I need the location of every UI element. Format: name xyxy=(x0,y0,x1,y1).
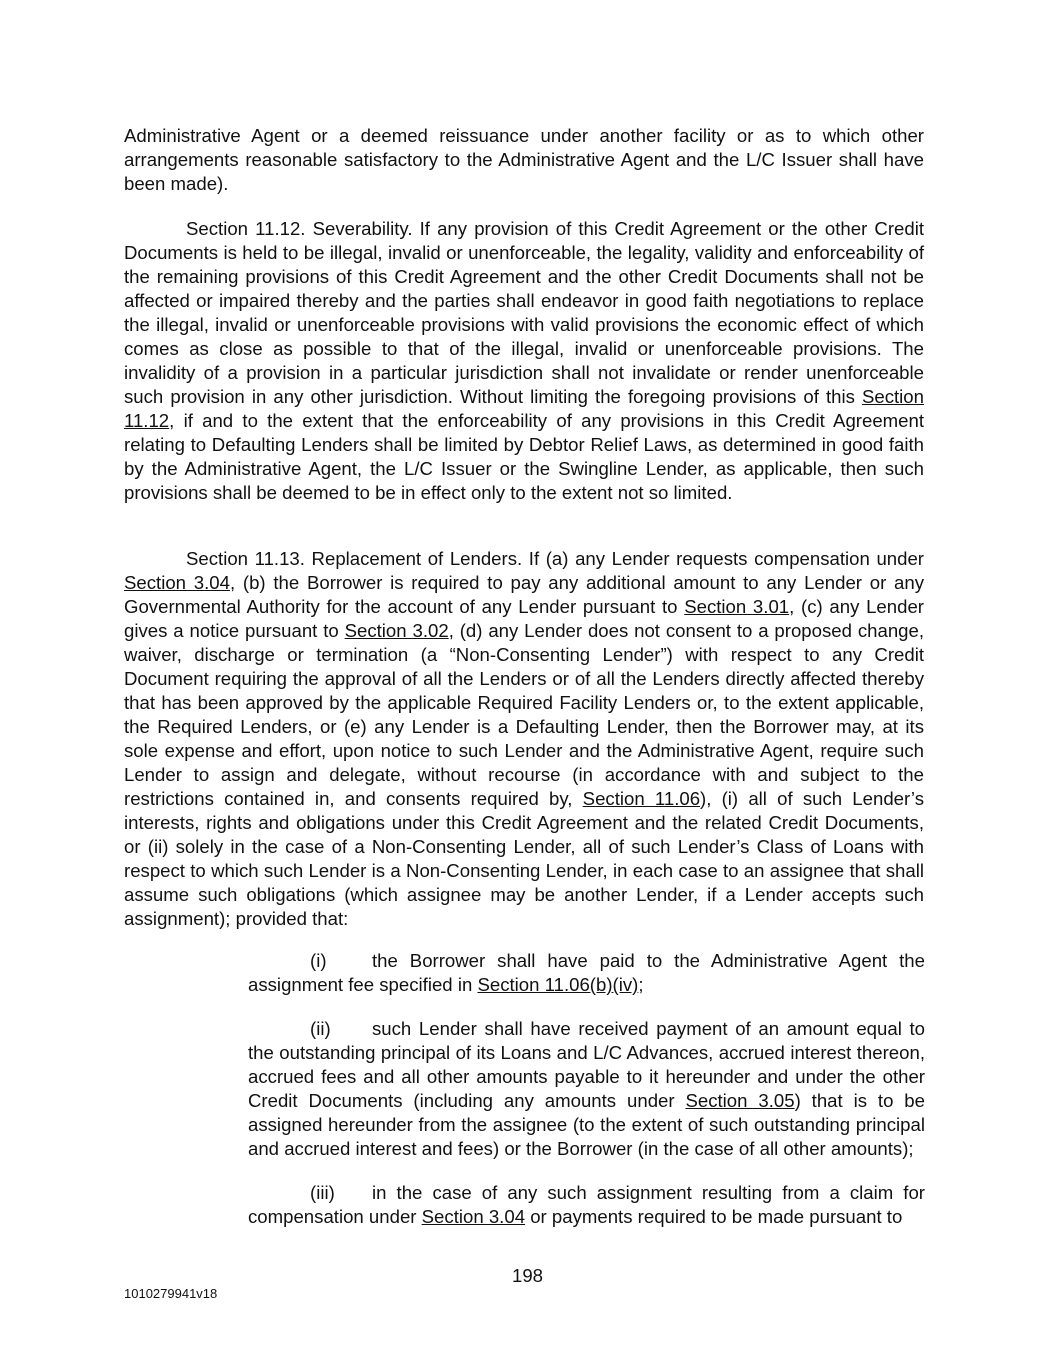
section-11-13-text: If (a) any Lender requests compensation under xyxy=(522,548,925,569)
continuation-paragraph xyxy=(124,124,924,196)
section-3-01-reference: Section 3.01 xyxy=(684,596,790,617)
clause-iii-text-end: or payments required to be made pursuant to xyxy=(525,1206,903,1227)
section-11-13-text: ), (i) all of such Lender’s interests, rights and obligations under this Credit Agreement and the related Credit Documents, or (ii) solely in the case of a Non-Consenting Lender, all of such Lender’s Class of Loans with respect to which such Lender is a Non-Consenting Lender, in each case to an assignee that shall assume such obligations (which assignee may be another Lender, if a Lender accepts such assignment); provided that: xyxy=(124,788,924,929)
clause-i-text-end: ; xyxy=(638,974,644,995)
section-11-12-text-cont: , if and to the extent that the enforceability of any provisions in this Credit Agreement relating to Defaulting Lenders shall be limited by Debtor Relief Laws, as determined in good faith by the Administrative Agent, the L/C Issuer or the Swingline Lender, as applicable, then such provisions shall be deemed to be in effect only to the extent not so limited. xyxy=(124,410,924,503)
clause-ii-reference: Section 3.05 xyxy=(685,1090,795,1111)
page-number: 198 xyxy=(511,1265,544,1286)
clause-iii xyxy=(248,1181,925,1229)
section-11-12-reference: Section 11.12 xyxy=(124,386,924,431)
continuation-text: Administrative Agent or a deemed reissuance under another facility or as to which other arrangements reasonable satisfactory to the Administrative Agent and the L/C Issuer shall have been made). xyxy=(124,125,924,194)
clause-i-reference: Section 11.06(b)(iv) xyxy=(477,974,639,995)
section-11-12-heading: Section 11.12. Severability. xyxy=(186,218,413,239)
section-11-13-text: , (d) any Lender does not consent to a proposed change, waiver, discharge or termination (a “Non-Consenting Lender”) with respect to any Credit Document requiring the approval of all the Lenders or of all the Lenders directly affected thereby that has been approved by the applicable Required Facility Lenders or, to the extent applicable, the Required Lenders, or (e) any Lender is a Defaulting Lender, then the Borrower may, at its sole expense and effort, upon notice to such Lender and the Administrative Agent, require such Lender to assign and delegate, without recourse (in accordance with and subject to the restrictions contained in, and consents required by, xyxy=(124,620,925,809)
section-3-04-reference: Section 3.04 xyxy=(124,572,230,593)
section-11-13-paragraph xyxy=(124,547,924,931)
clause-ii-text-end: ) that is to be assigned hereunder from the assignee (to the extent of such outstanding principal and accrued interest and fees) or the Borrower (in the case of all other amounts); xyxy=(248,1090,925,1159)
clause-ii xyxy=(248,1017,925,1161)
clause-iii-reference: Section 3.04 xyxy=(421,1206,526,1227)
section-3-02-reference: Section 3.02 xyxy=(344,620,449,641)
section-11-12-paragraph xyxy=(124,217,924,505)
clause-ii-number: (ii) xyxy=(310,1018,331,1039)
section-11-06-reference: Section 11.06 xyxy=(582,788,701,809)
section-11-13-text: , (c) any Lender gives a notice pursuant to xyxy=(124,596,924,641)
clause-iii-number: (iii) xyxy=(310,1182,335,1203)
clause-i-number: (i) xyxy=(310,950,327,971)
clause-i-text: the Borrower shall have paid to the Administrative Agent the assignment fee specified in xyxy=(248,950,925,995)
section-11-13-text: , (b) the Borrower is required to pay any additional amount to any Lender or any Governmental Authority for the account of any Lender pursuant to xyxy=(124,572,924,617)
document-id: 1010279941v18 xyxy=(124,1286,218,1301)
clause-ii-text: such Lender shall have received payment of an amount equal to the outstanding principal of its Loans and L/C Advances, accrued interest thereon, accrued fees and all other amounts payable to it hereunder and under the other Credit Documents (including any amounts under xyxy=(248,1018,925,1111)
section-11-12-text: If any provision of this Credit Agreement or the other Credit Documents is held to be illegal, invalid or unenforceable, the legality, validity and enforceability of the remaining provisions of this Credit Agreement and the other Credit Documents shall not be affected or impaired thereby and the parties shall endeavor in good faith negotiations to replace the illegal, invalid or unenforceable provisions with valid provisions the economic effect of which comes as close as possible to that of the illegal, invalid or unenforceable provisions. The invalidity of a provision in a particular jurisdiction shall not invalidate or render unenforceable such provision in any other jurisdiction. Without limiting the foregoing provisions of this xyxy=(124,218,925,407)
clause-iii-text: in the case of any such assignment resulting from a claim for compensation under xyxy=(248,1182,925,1227)
section-11-13-heading: Section 11.13. Replacement of Lenders. xyxy=(186,548,523,569)
clause-i xyxy=(248,949,925,997)
